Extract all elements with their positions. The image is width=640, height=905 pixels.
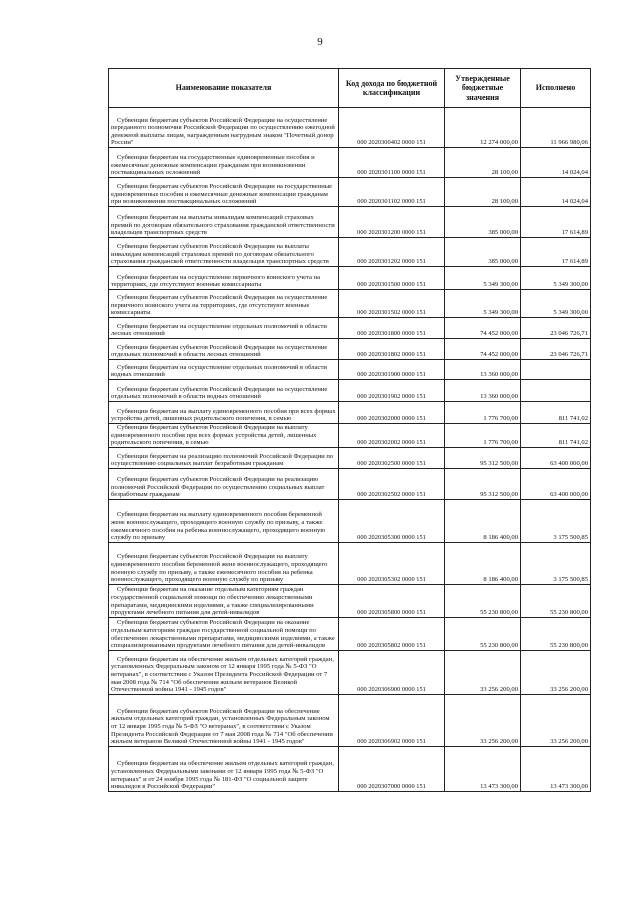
row-plan-cell: 95 312 500,00 (445, 447, 521, 468)
row-plan-cell: 74 452 000,00 (445, 339, 521, 360)
table-row (109, 542, 591, 584)
header-code: Код дохода по бюджетной классификации (339, 69, 445, 108)
table-row (109, 318, 591, 339)
row-name-cell: Субвенции бюджетам на осуществление отдельных полномочий в области лесных отношений (109, 318, 339, 339)
row-code-cell: 000 2020306902 0000 151 (339, 694, 445, 746)
row-exec-cell: 13 473 300,00 (521, 746, 591, 791)
row-plan-cell: 74 452 000,00 (445, 318, 521, 339)
table-row (109, 402, 591, 424)
row-plan-cell: 28 100,00 (445, 148, 521, 178)
row-plan-cell: 13 473 300,00 (445, 746, 521, 791)
row-plan-cell: 1 776 700,00 (445, 402, 521, 424)
row-code-cell: 000 2020302502 0000 151 (339, 468, 445, 499)
row-exec-cell: 17 614,89 (521, 238, 591, 267)
row-exec-cell (521, 360, 591, 380)
row-plan-cell: 385 000,00 (445, 207, 521, 238)
header-exec: Исполнено (521, 69, 591, 108)
row-exec-cell: 11 966 980,06 (521, 108, 591, 148)
table-row (109, 499, 591, 542)
row-code-cell: 000 2020306900 0000 151 (339, 650, 445, 694)
table-row (109, 339, 591, 360)
table-row (109, 178, 591, 207)
row-name-cell: Субвенции бюджетам субъектов Российской Федерации на реализацию полномочий Российской Федерации по осуществлению социальных выплат безработным гражданам (109, 468, 339, 499)
row-code-cell: 000 2020301800 0000 151 (339, 318, 445, 339)
row-code-cell: 000 2020301502 0000 151 (339, 290, 445, 318)
row-name-cell: Субвенции бюджетам на оказание отдельным категориям граждан государственной социальной помощи по обеспечению лекарственными препаратами, медицинскими изделиями, а также специализированными продуктами лечебного питания для детей-инвалидов (109, 584, 339, 617)
row-code-cell: 000 2020305302 0000 151 (339, 542, 445, 584)
row-code-cell: 000 2020301802 0000 151 (339, 339, 445, 360)
row-plan-cell: 28 100,00 (445, 178, 521, 207)
row-name-cell: Субвенции бюджетам на выплаты инвалидам компенсаций страховых премий по договорам обязательного страхования гражданской ответственности владельцев транспортных средств (109, 207, 339, 238)
header-plan: Утвержденные бюджетные значения (445, 69, 521, 108)
row-plan-cell: 55 230 800,00 (445, 617, 521, 650)
row-exec-cell: 63 400 000,00 (521, 468, 591, 499)
row-exec-cell: 33 256 200,00 (521, 694, 591, 746)
row-exec-cell: 55 230 800,00 (521, 617, 591, 650)
row-exec-cell: 3 175 500,85 (521, 499, 591, 542)
table-row (109, 694, 591, 746)
row-code-cell: 000 2020301100 0000 151 (339, 148, 445, 178)
table-header-row (109, 69, 591, 108)
table-row (109, 617, 591, 650)
table-row (109, 148, 591, 178)
row-name-cell: Субвенции бюджетам субъектов Российской Федерации на государственные единовременные пособия и ежемесячные денежные компенсации гражданам при возникновении поствакцинальных осложнений (109, 178, 339, 207)
row-name-cell: Субвенции бюджетам на выплату единовременного пособия беременной жене военнослужащего, проходящего военную службу по призыву, а также ежемесячного пособия на ребенка военнослужащего, проходящего военную службу по призыву (109, 499, 339, 542)
row-exec-cell: 23 046 726,71 (521, 318, 591, 339)
row-name-cell: Субвенции бюджетам на государственные единовременные пособия и ежемесячные денежные компенсации гражданам при возникновении поствакцинальных осложнений (109, 148, 339, 178)
row-name-cell: Субвенции бюджетам на обеспечение жильем отдельных категорий граждан, установленных Федеральным законом от 12 января 1995 года № 5-ФЗ "О ветеранах", в соответствии с Указом Президента Российской Федерации от 7 мая 2008 года № 714 "Об обеспечении жильем ветеранов Великой Отечественной войны 1941 - 1945 годов" (109, 650, 339, 694)
row-plan-cell: 8 186 400,00 (445, 499, 521, 542)
row-code-cell: 000 2020302000 0000 151 (339, 402, 445, 424)
row-code-cell: 000 2020301900 0000 151 (339, 360, 445, 380)
table-row (109, 207, 591, 238)
row-plan-cell: 13 360 000,00 (445, 360, 521, 380)
row-name-cell: Субвенции бюджетам субъектов Российской Федерации на обеспечение жильем отдельных категорий граждан, установленных Федеральным законом от 12 января 1995 года № 5-ФЗ "О ветеранах", в соответствии с Указом Президента Российской Федерации от 7 мая 2008 года № 714 "Об обеспечении жильем ветеранов Великой Отечественной войны 1941 - 1945 годов" (109, 694, 339, 746)
row-plan-cell: 55 230 800,00 (445, 584, 521, 617)
row-name-cell: Субвенции бюджетам на реализацию полномочий Российской Федерации по осуществлению социальных выплат безработным гражданам (109, 447, 339, 468)
row-plan-cell: 5 349 300,00 (445, 267, 521, 290)
row-code-cell: 000 2020300402 0000 151 (339, 108, 445, 148)
row-exec-cell: 14 024,04 (521, 148, 591, 178)
row-code-cell: 000 2020302500 0000 151 (339, 447, 445, 468)
table-row (109, 650, 591, 694)
table-row (109, 584, 591, 617)
row-exec-cell: 23 046 726,71 (521, 339, 591, 360)
row-exec-cell (521, 380, 591, 402)
row-name-cell: Субвенции бюджетам субъектов Российской Федерации на оказание отдельным категориям граждан государственной социальной помощи по обеспечению лекарственными препаратами, медицинскими изделиями, а также специализированными продуктами лечебного питания для детей-инвалидов (109, 617, 339, 650)
row-plan-cell: 5 349 300,00 (445, 290, 521, 318)
row-name-cell: Субвенции бюджетам субъектов Российской Федерации на выплату единовременного пособия беременной жене военнослужащего, проходящего военную службу по призыву, а также ежемесячного пособия на ребенка военнослужащего, проходящего военную службу по призыву (109, 542, 339, 584)
row-plan-cell: 1 776 700,00 (445, 424, 521, 448)
row-exec-cell: 3 175 500,85 (521, 542, 591, 584)
table-row (109, 108, 591, 148)
row-exec-cell: 811 741,02 (521, 402, 591, 424)
table-row (109, 468, 591, 499)
header-name: Наименование показателя (109, 69, 339, 108)
page-number: 9 (317, 36, 323, 48)
table-row (109, 447, 591, 468)
row-code-cell: 000 2020305300 0000 151 (339, 499, 445, 542)
row-code-cell: 000 2020302002 0000 151 (339, 424, 445, 448)
row-plan-cell: 8 186 400,00 (445, 542, 521, 584)
row-code-cell: 000 2020301202 0000 151 (339, 238, 445, 267)
row-name-cell: Субвенции бюджетам на осуществление первичного воинского учета на территориях, где отсутствуют военные комиссариаты (109, 267, 339, 290)
table-row (109, 746, 591, 791)
row-name-cell: Субвенции бюджетам на выплату единовременного пособия при всех формах устройства детей, лишенных родительского попечения, в семью (109, 402, 339, 424)
row-name-cell: Субвенции бюджетам на осуществление отдельных полномочий в области водных отношений (109, 360, 339, 380)
row-name-cell: Субвенции бюджетам субъектов Российской Федерации на осуществление первичного воинского учета на территориях, где отсутствуют военные комиссариаты (109, 290, 339, 318)
table-body (109, 108, 591, 792)
row-code-cell: 000 2020301200 0000 151 (339, 207, 445, 238)
row-exec-cell: 5 349 300,00 (521, 290, 591, 318)
row-plan-cell: 385 000,00 (445, 238, 521, 267)
row-code-cell: 000 2020301500 0000 151 (339, 267, 445, 290)
row-plan-cell: 33 256 200,00 (445, 650, 521, 694)
row-name-cell: Субвенции бюджетам субъектов Российской Федерации на выплаты инвалидам компенсаций страховых премий по договорам обязательного страхования гражданской ответственности владельцев транспортных средств (109, 238, 339, 267)
row-name-cell: Субвенции бюджетам субъектов Российской Федерации на осуществление отдельных полномочий в области лесных отношений (109, 339, 339, 360)
row-exec-cell: 55 230 800,00 (521, 584, 591, 617)
row-exec-cell: 811 741,02 (521, 424, 591, 448)
row-code-cell: 000 2020301902 0000 151 (339, 380, 445, 402)
row-plan-cell: 13 360 000,00 (445, 380, 521, 402)
row-code-cell: 000 2020305802 0000 151 (339, 617, 445, 650)
row-exec-cell: 63 400 000,00 (521, 447, 591, 468)
row-exec-cell: 14 024,04 (521, 178, 591, 207)
table-row (109, 290, 591, 318)
table-row (109, 380, 591, 402)
revenue-table (108, 68, 591, 792)
row-plan-cell: 33 256 200,00 (445, 694, 521, 746)
row-exec-cell: 5 349 300,00 (521, 267, 591, 290)
row-name-cell: Субвенции бюджетам на обеспечение жильем отдельных категорий граждан, установленных Федеральными законами от 12 января 1995 года № 5-ФЗ "О ветеранах" и от 24 ноября 1995 года № 181-ФЗ "О социальной защите инвалидов в Российской Федерации" (109, 746, 339, 791)
row-name-cell: Субвенции бюджетам субъектов Российской Федерации на выплату единовременного пособия при всех формах устройства детей, лишенных родительского попечения, в семью (109, 424, 339, 448)
row-code-cell: 000 2020301102 0000 151 (339, 178, 445, 207)
table-row (109, 360, 591, 380)
row-code-cell: 000 2020307000 0000 151 (339, 746, 445, 791)
table-row (109, 238, 591, 267)
table-row (109, 424, 591, 448)
row-exec-cell: 33 256 200,00 (521, 650, 591, 694)
row-plan-cell: 12 274 000,00 (445, 108, 521, 148)
table-row (109, 267, 591, 290)
row-name-cell: Субвенции бюджетам субъектов Российской Федерации на осуществление переданного полномочия Российской Федерации по осуществлению ежегодной денежной выплаты лицам, награжденным нагрудным знаком "Почетный донор России" (109, 108, 339, 148)
row-exec-cell: 17 614,89 (521, 207, 591, 238)
row-plan-cell: 95 312 500,00 (445, 468, 521, 499)
row-code-cell: 000 2020305800 0000 151 (339, 584, 445, 617)
row-name-cell: Субвенции бюджетам субъектов Российской Федерации на осуществление отдельных полномочий в области водных отношений (109, 380, 339, 402)
